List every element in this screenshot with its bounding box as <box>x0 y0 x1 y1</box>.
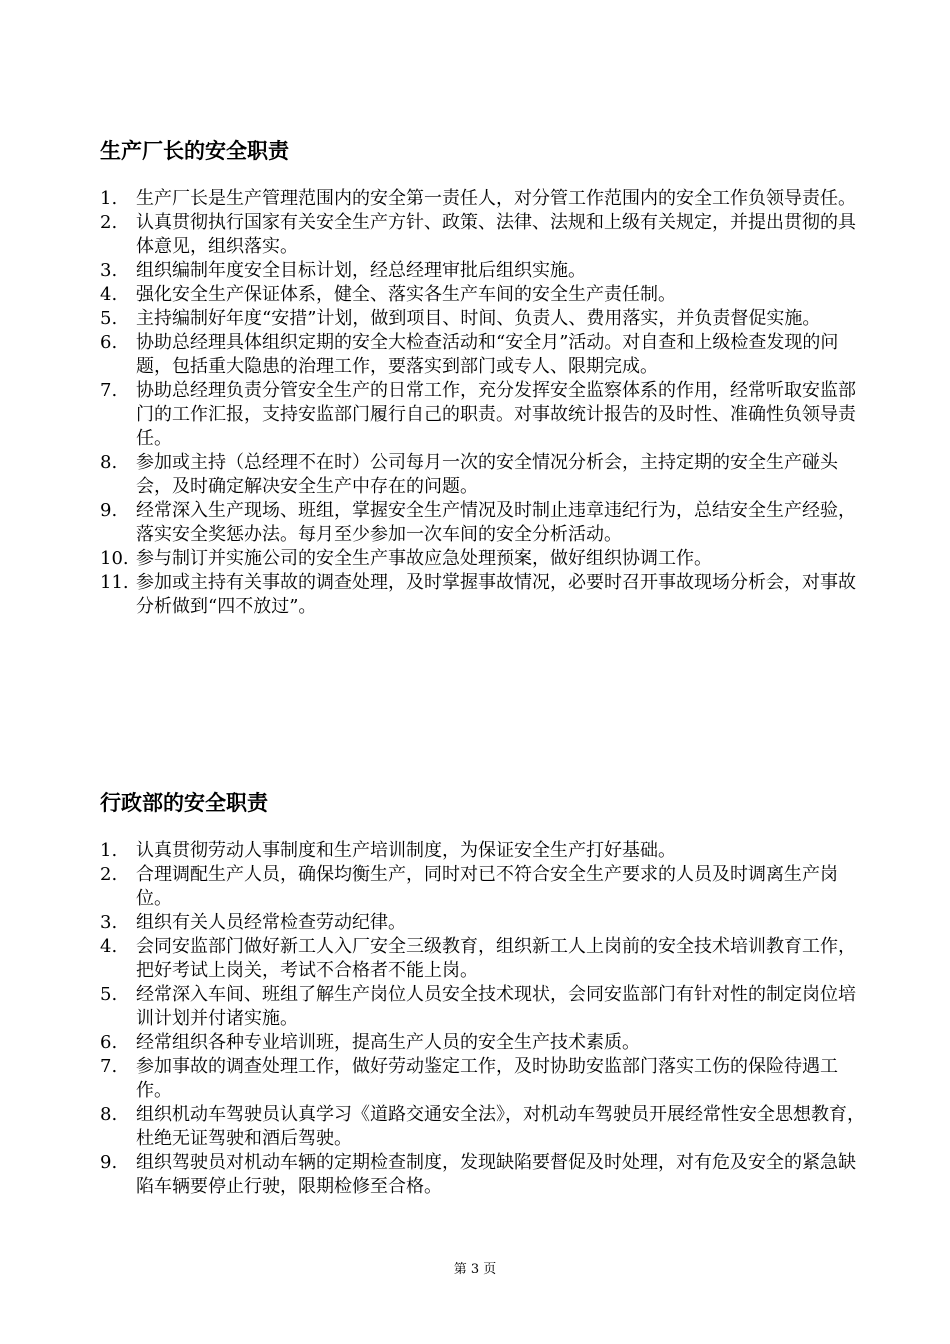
item-text: 参加或主持（总经理不在时）公司每月一次的安全情况分析会，主持定期的安全生产碰头会，及时确定解决安全生产中存在的问题。 <box>136 452 838 497</box>
list-item <box>100 863 870 911</box>
item-number: 4. <box>100 936 118 957</box>
page-number: 第 3 页 <box>453 1262 497 1277</box>
item-number: 8. <box>100 1104 118 1125</box>
list-item <box>100 283 870 307</box>
item-text: 生产厂长是生产管理范围内的安全第一责任人，对分管工作范围内的安全工作负领导责任。 <box>136 188 856 209</box>
list-item <box>100 307 870 331</box>
item-number: 7. <box>100 1056 118 1077</box>
list-item <box>100 1103 870 1151</box>
item-text: 认真贯彻执行国家有关安全生产方针、政策、法律、法规和上级有关规定，并提出贯彻的具体意见，组织落实。 <box>136 212 856 257</box>
item-number: 3. <box>100 260 118 281</box>
item-text: 参加或主持有关事故的调查处理，及时掌握事故情况，必要时召开事故现场分析会，对事故分析做到“四不放过”。 <box>136 572 856 617</box>
list-item <box>100 571 870 619</box>
item-number: 1. <box>100 188 118 209</box>
list-item <box>100 211 870 259</box>
list-item <box>100 259 870 283</box>
list-item <box>100 911 870 935</box>
item-text: 会同安监部门做好新工人入厂安全三级教育，组织新工人上岗前的安全技术培训教育工作，把好考试上岗关，考试不合格者不能上岗。 <box>136 936 856 981</box>
item-text: 强化安全生产保证体系，健全、落实各生产车间的安全生产责任制。 <box>136 284 676 305</box>
item-text: 参加事故的调查处理工作，做好劳动鉴定工作，及时协助安监部门落实工伤的保险待遇工作。 <box>136 1056 838 1101</box>
list-item <box>100 983 870 1031</box>
item-number: 1. <box>100 840 118 861</box>
item-number: 10. <box>100 548 129 569</box>
item-number: 2. <box>100 864 118 885</box>
item-number: 8. <box>100 452 118 473</box>
item-number: 5. <box>100 984 118 1005</box>
list-item <box>100 547 870 571</box>
item-text: 经常深入生产现场、班组，掌握安全生产情况及时制止违章违纪行为，总结安全生产经验，落实安全奖惩办法。每月至少参加一次车间的安全分析活动。 <box>136 500 856 545</box>
item-text: 主持编制好年度“安措”计划，做到项目、时间、负责人、费用落实，并负责督促实施。 <box>136 308 821 329</box>
item-number: 6. <box>100 1032 118 1053</box>
duty-list-production-manager <box>100 187 870 619</box>
item-text: 组织机动车驾驶员认真学习《道路交通安全法》，对机动车驾驶员开展经常性安全思想教育，杜绝无证驾驶和酒后驾驶。 <box>136 1104 865 1149</box>
item-text: 协助总经理具体组织定期的安全大检查活动和“安全月”活动。对自查和上级检查发现的问题，包括重大隐患的治理工作，要落实到部门或专人、限期完成。 <box>136 332 839 377</box>
item-number: 5. <box>100 308 118 329</box>
duty-list-administration-department <box>100 839 870 1199</box>
item-text: 经常组织各种专业培训班，提高生产人员的安全生产技术素质。 <box>136 1032 640 1053</box>
list-item <box>100 187 870 211</box>
item-number: 9. <box>100 1152 118 1173</box>
item-text: 组织驾驶员对机动车辆的定期检查制度，发现缺陷要督促及时处理，对有危及安全的紧急缺陷车辆要停止行驶，限期检修至合格。 <box>136 1152 856 1197</box>
item-number: 3. <box>100 912 118 933</box>
item-text: 组织有关人员经常检查劳动纪律。 <box>136 912 406 933</box>
item-number: 2. <box>100 212 118 233</box>
item-number: 7. <box>100 380 118 401</box>
list-item <box>100 379 870 451</box>
section-title-production-manager: 生产厂长的安全职责 <box>100 139 289 163</box>
list-item <box>100 499 870 547</box>
item-text: 合理调配生产人员，确保均衡生产，同时对已不符合安全生产要求的人员及时调离生产岗位。 <box>136 864 838 909</box>
item-number: 6. <box>100 332 118 353</box>
item-number: 4. <box>100 284 118 305</box>
list-item <box>100 1151 870 1199</box>
item-number: 11. <box>100 572 129 593</box>
section-title-administration-department: 行政部的安全职责 <box>100 791 268 815</box>
item-text: 认真贯彻劳动人事制度和生产培训制度，为保证安全生产打好基础。 <box>136 840 676 861</box>
item-text: 协助总经理负责分管安全生产的日常工作，充分发挥安全监察体系的作用，经常听取安监部门的工作汇报，支持安监部门履行自己的职责。对事故统计报告的及时性、准确性负领导责任。 <box>136 380 856 449</box>
list-item <box>100 839 870 863</box>
list-item <box>100 1031 870 1055</box>
item-text: 组织编制年度安全目标计划，经总经理审批后组织实施。 <box>136 260 586 281</box>
list-item <box>100 331 870 379</box>
list-item <box>100 935 870 983</box>
item-number: 9. <box>100 500 118 521</box>
item-text: 参与制订并实施公司的安全生产事故应急处理预案，做好组织协调工作。 <box>136 548 712 569</box>
item-text: 经常深入车间、班组了解生产岗位人员安全技术现状，会同安监部门有针对性的制定岗位培训计划并付诸实施。 <box>136 984 856 1029</box>
list-item <box>100 451 870 499</box>
list-item <box>100 1055 870 1103</box>
